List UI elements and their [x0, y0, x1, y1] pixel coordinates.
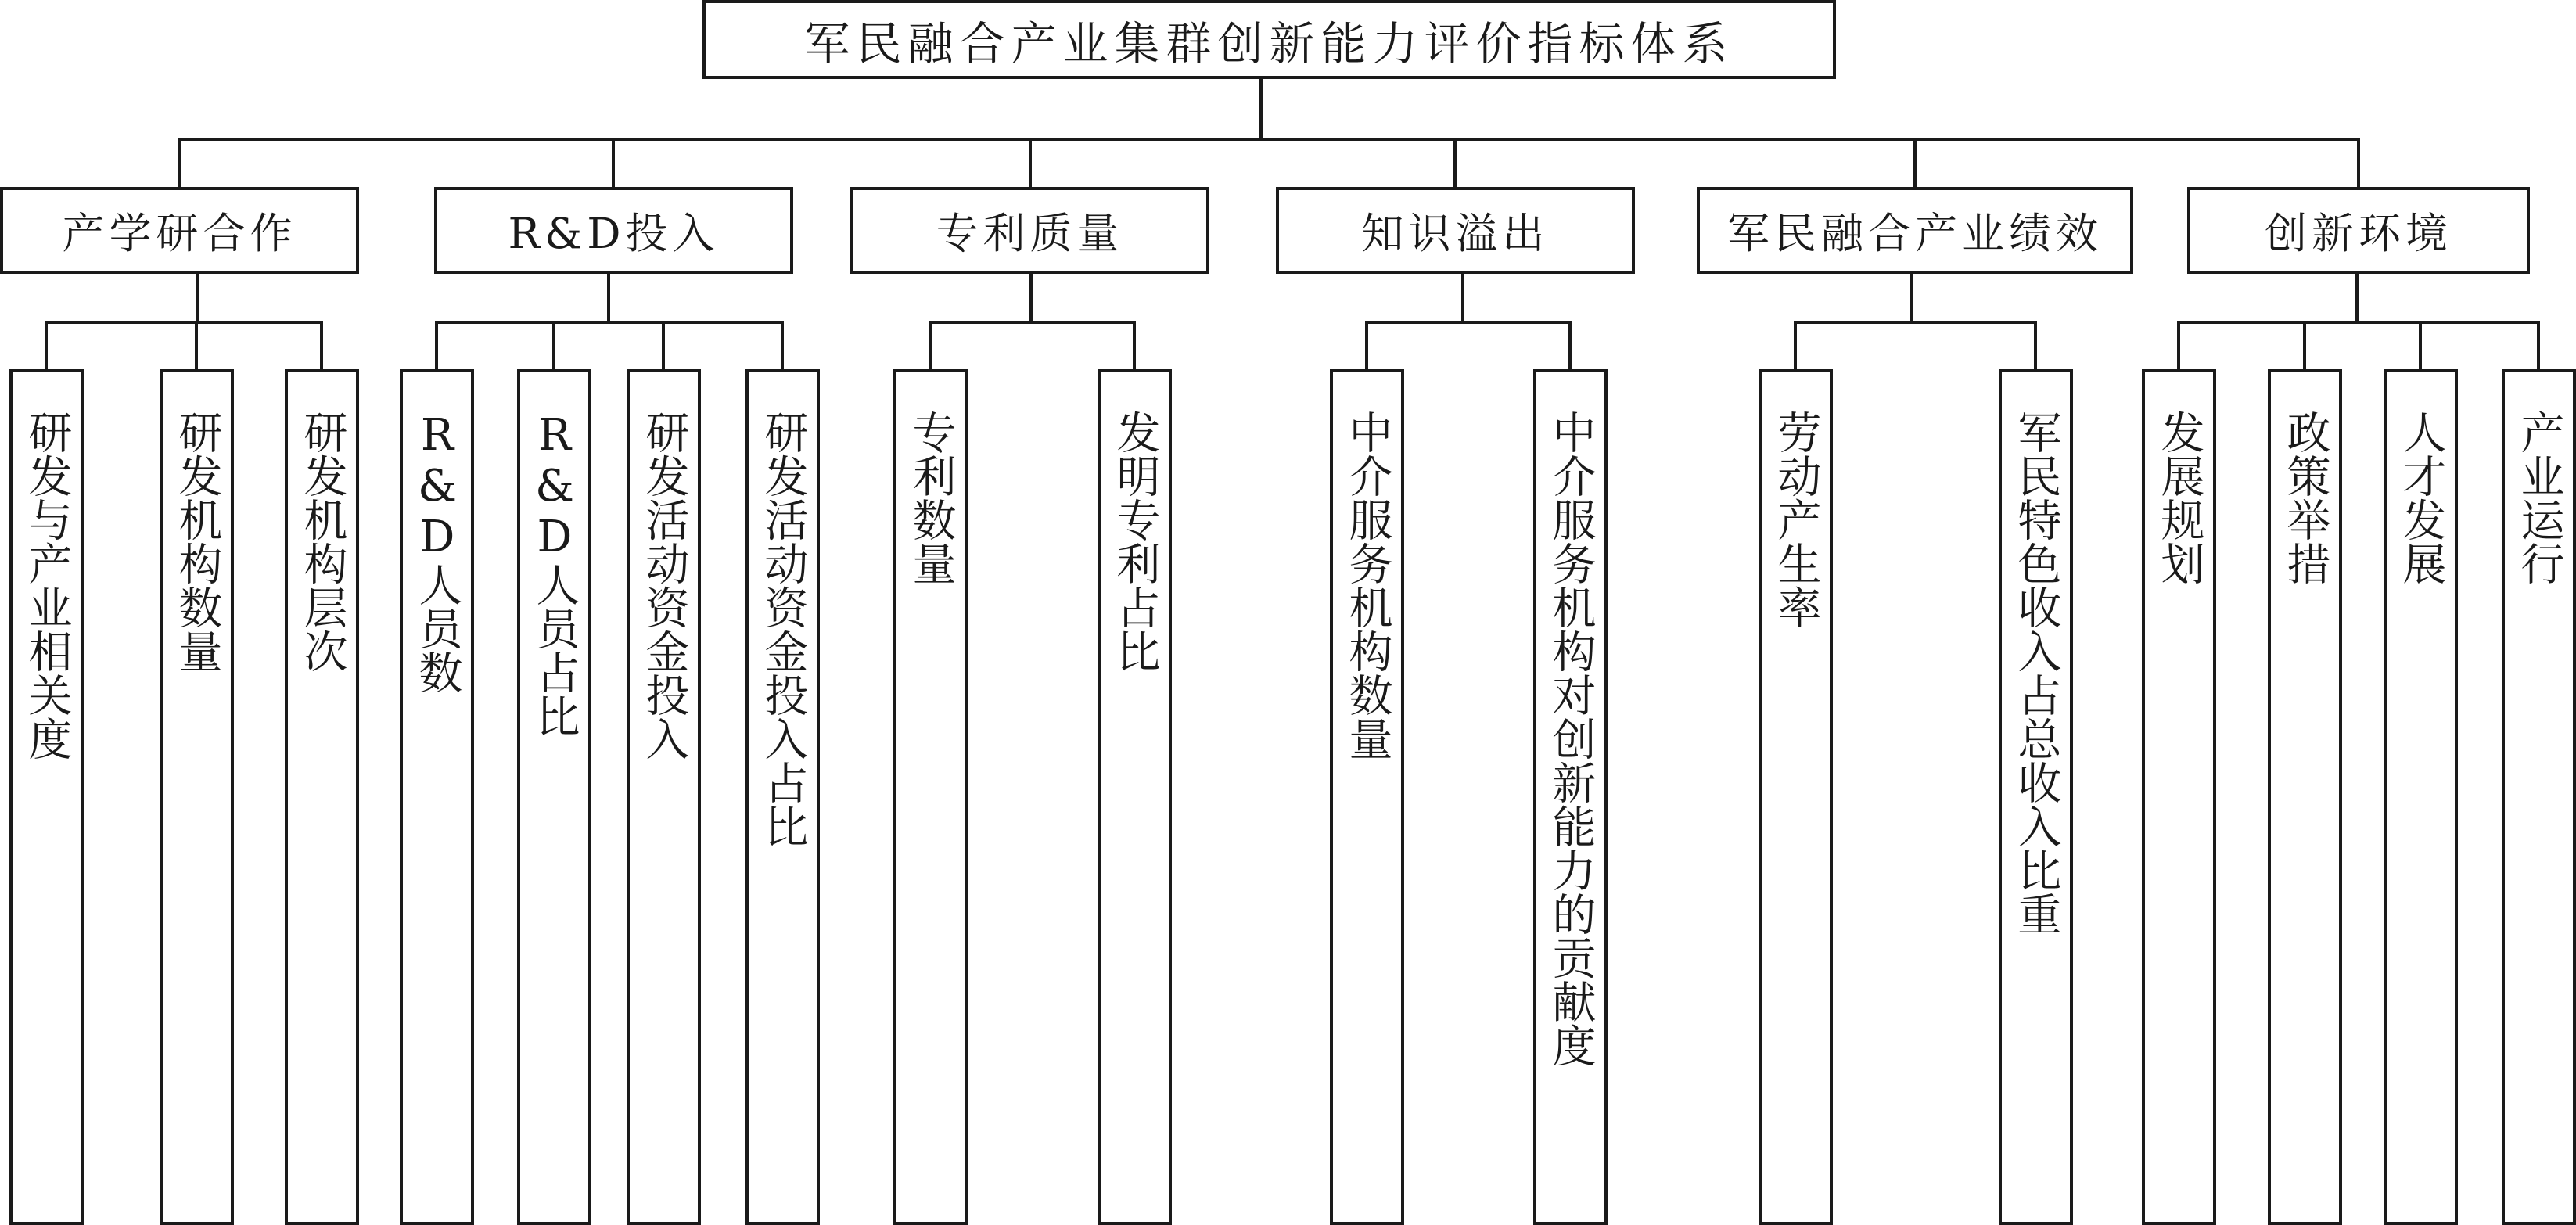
- category-node-patent-quality: 专利质量: [850, 187, 1209, 274]
- indicator-rd-staff-ratio: R&D人员占比: [517, 369, 591, 1225]
- indicator-rd-institution-level: 研发机构层次: [285, 369, 359, 1225]
- indicator-development-planning: 发展规划: [2142, 369, 2216, 1225]
- indicator-intermediary-contribution: 中介服务机构对创新能力的贡献度: [1533, 369, 1608, 1225]
- indicator-industry-operation: 产业运行: [2502, 369, 2576, 1225]
- category-node-knowledge-spillover: 知识溢出: [1276, 187, 1635, 274]
- indicator-talent-development: 人才发展: [2384, 369, 2458, 1225]
- indicator-rd-staff-count: R&D人员数: [400, 369, 474, 1225]
- indicator-invention-patent-ratio: 发明专利占比: [1098, 369, 1172, 1225]
- root-node: 军民融合产业集群创新能力评价指标体系: [702, 0, 1836, 79]
- category-node-industry-university-research: 产学研合作: [0, 187, 359, 274]
- indicator-labor-productivity: 劳动产生率: [1759, 369, 1833, 1225]
- indicator-rd-industry-relevance: 研发与产业相关度: [9, 369, 84, 1225]
- indicator-rd-funding-input: 研发活动资金投入: [627, 369, 701, 1225]
- indicator-rd-institution-count: 研发机构数量: [160, 369, 234, 1225]
- category-node-rd-input: R&D投入: [434, 187, 793, 274]
- indicator-rd-funding-ratio: 研发活动资金投入占比: [745, 369, 820, 1225]
- category-node-civil-military-performance: 军民融合产业绩效: [1697, 187, 2133, 274]
- indicator-policy-measures: 政策举措: [2268, 369, 2342, 1225]
- category-node-innovation-environment: 创新环境: [2187, 187, 2530, 274]
- indicator-military-revenue-share: 军民特色收入占总收入比重: [1999, 369, 2073, 1225]
- indicator-intermediary-count: 中介服务机构数量: [1330, 369, 1404, 1225]
- indicator-patent-count: 专利数量: [893, 369, 968, 1225]
